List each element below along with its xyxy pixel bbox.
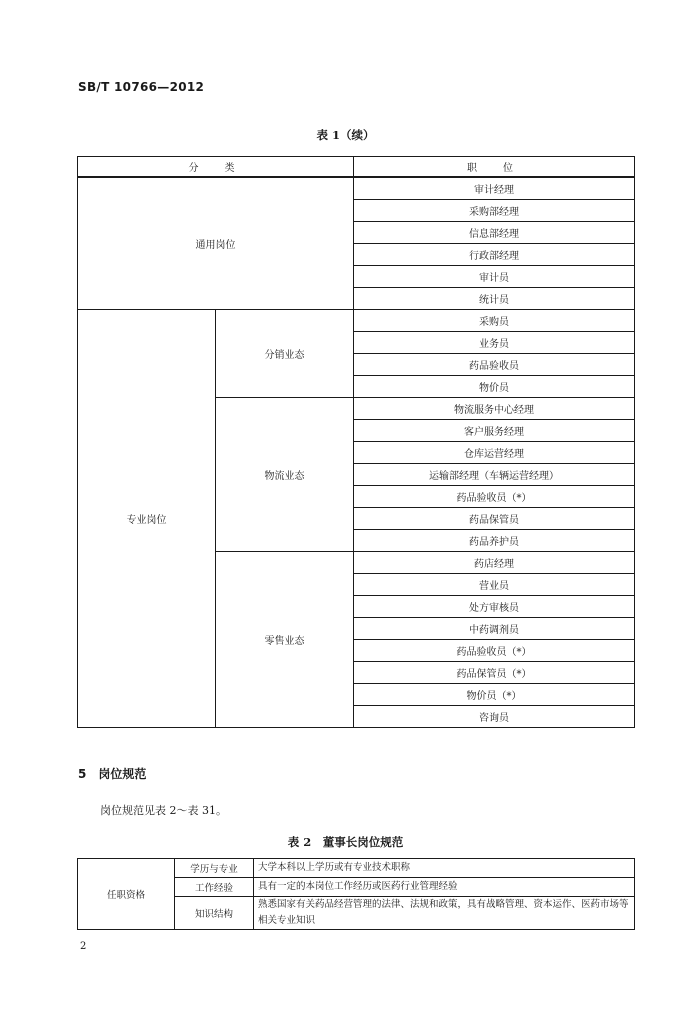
position-cell: 采购部经理 (354, 200, 635, 222)
position-cell: 物流服务中心经理 (354, 398, 635, 420)
item-cell: 学历与专业 (175, 859, 254, 878)
position-cell: 业务员 (354, 332, 635, 354)
retail-group-cell: 零售业态 (216, 552, 354, 728)
position-cell: 药品保管员 (354, 508, 635, 530)
value-cell: 具有一定的本岗位工作经历或医药行业管理经验 (254, 878, 635, 897)
position-cell: 采购员 (354, 310, 635, 332)
category-header: 分 类 (78, 157, 354, 178)
section-5-text: 岗位规范见表 2～表 31。 (100, 804, 227, 817)
position-cell: 药品验收员（*） (354, 486, 635, 508)
general-category-cell: 通用岗位 (78, 177, 354, 310)
logistics-group-cell: 物流业态 (216, 398, 354, 552)
section-5-heading: 5 岗位规范 (78, 767, 147, 781)
position-cell: 运输部经理（车辆运营经理） (354, 464, 635, 486)
table-row (78, 310, 635, 332)
position-cell: 药店经理 (354, 552, 635, 574)
position-cell: 营业员 (354, 574, 635, 596)
position-cell: 咨询员 (354, 706, 635, 728)
value-cell: 大学本科以上学历或有专业技术职称 (254, 859, 635, 878)
position-cell: 处方审核员 (354, 596, 635, 618)
position-cell: 统计员 (354, 288, 635, 310)
position-cell: 信息部经理 (354, 222, 635, 244)
position-cell: 物价员 (354, 376, 635, 398)
qualification-category-cell: 任职资格 (78, 859, 175, 930)
table-1-caption: 表 1（续） (316, 128, 375, 142)
page-number: 2 (80, 941, 87, 952)
position-cell: 药品验收员（*） (354, 640, 635, 662)
distribution-group-cell: 分销业态 (216, 310, 354, 398)
chairman-spec-table (77, 858, 635, 930)
position-cell: 仓库运营经理 (354, 442, 635, 464)
table-row (78, 859, 635, 878)
position-classification-table (77, 156, 635, 728)
position-cell: 行政部经理 (354, 244, 635, 266)
position-cell: 药品验收员 (354, 354, 635, 376)
position-cell: 审计员 (354, 266, 635, 288)
position-cell: 药品保管员（*） (354, 662, 635, 684)
item-cell: 知识结构 (175, 897, 254, 930)
table-2-caption: 表 2 董事长岗位规范 (287, 835, 404, 849)
table-header-row (78, 157, 635, 178)
item-cell: 工作经验 (175, 878, 254, 897)
position-cell: 中药调剂员 (354, 618, 635, 640)
table-row (78, 177, 635, 200)
document-code: SB/T 10766—2012 (78, 80, 205, 94)
position-cell: 物价员（*） (354, 684, 635, 706)
position-cell: 审计经理 (354, 177, 635, 200)
professional-category-cell: 专业岗位 (78, 310, 216, 728)
value-cell: 熟悉国家有关药品经营管理的法律、法规和政策，具有战略管理、资本运作、医药市场等相关专业知识 (254, 897, 635, 930)
position-cell: 客户服务经理 (354, 420, 635, 442)
position-cell: 药品养护员 (354, 530, 635, 552)
position-header: 职 位 (354, 157, 635, 178)
